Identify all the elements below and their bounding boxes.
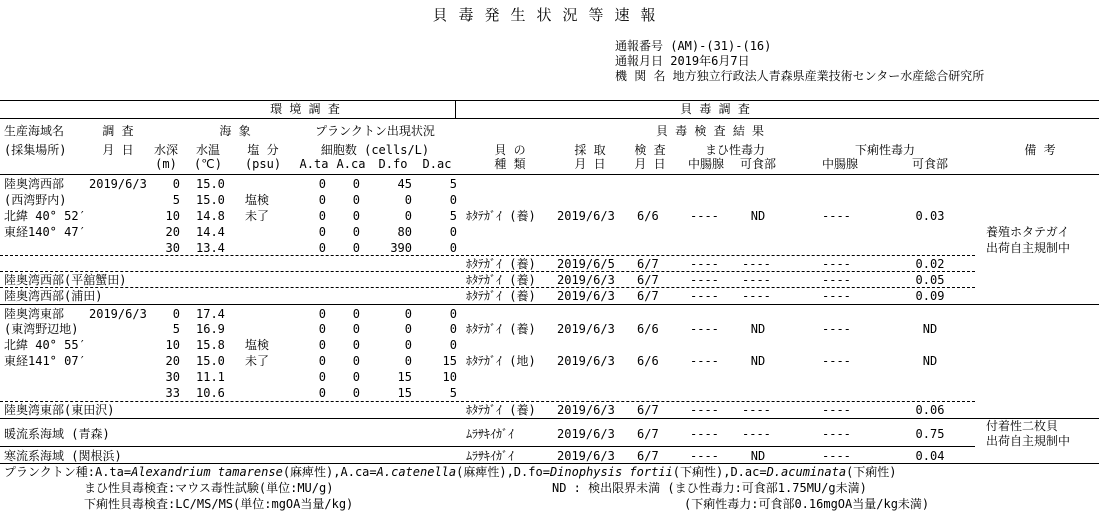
aca-cell: 0	[352, 225, 360, 239]
dsp-gut-cell: ----	[822, 322, 851, 336]
shell-header: 貝 の	[494, 143, 526, 157]
footnote-text: (下痢性)	[846, 465, 897, 479]
collect-date-cell: 2019/6/3	[557, 354, 615, 368]
dac-cell: 10	[442, 370, 457, 384]
temp-cell: 17.4	[196, 307, 225, 321]
aca-cell: 0	[352, 193, 360, 207]
dfo-header: D.fo	[378, 157, 408, 171]
table-bottom-line	[0, 463, 1099, 464]
collect-date-cell: 2019/6/3	[557, 449, 615, 463]
shell-sub-header: 種 類	[494, 157, 526, 171]
collect-date-cell: 2019/6/3	[557, 209, 615, 223]
ata-cell: 0	[318, 177, 326, 191]
block1-area-line4: 東経140° 47′	[4, 225, 86, 239]
depth-cell: 30	[165, 370, 180, 384]
psp-gut-cell: ----	[690, 354, 719, 368]
test-date-cell: 6/7	[637, 257, 659, 271]
psp-edible-cell: ND	[750, 322, 766, 336]
salinity-cell: 未了	[245, 209, 270, 223]
temp-cell: 16.9	[196, 322, 225, 336]
dfo-cell: 15	[397, 370, 412, 384]
block-separator	[0, 418, 1099, 419]
salinity-header: 塩 分	[247, 143, 279, 157]
depth-cell: 20	[165, 225, 180, 239]
block2-date: 2019/6/3	[89, 307, 147, 321]
dac-cell: 5	[449, 177, 457, 191]
env-survey-header: 環 境 調 査	[270, 102, 340, 116]
temp-cell: 10.6	[196, 386, 225, 400]
dsp-edible-cell: ND	[922, 354, 938, 368]
temp-cell: 15.0	[196, 354, 225, 368]
dsp-edible-cell: 0.04	[915, 449, 945, 463]
area-header: 生産海域名	[4, 124, 65, 138]
psp-gut-cell: ----	[690, 289, 719, 303]
header-section-divider	[455, 100, 456, 118]
plankton-header: プランクトン出現状況	[315, 124, 435, 138]
test-date-cell: 6/7	[637, 427, 659, 441]
dfo-cell: 0	[404, 322, 412, 336]
survey-sub-header: 月 日	[102, 143, 134, 157]
block-separator	[0, 304, 1099, 305]
dsp-edible-cell: 0.05	[915, 273, 945, 287]
dfo-cell: 0	[404, 209, 412, 223]
psp-gut-cell: ----	[690, 449, 719, 463]
dac-cell: 0	[449, 241, 457, 255]
area-sub-header: (採集場所)	[4, 143, 67, 157]
shell-cell: ﾎﾀﾃｶﾞｲ (養)	[466, 257, 536, 271]
depth-cell: 0	[172, 177, 180, 191]
dac-cell: 0	[449, 225, 457, 239]
collect-date-cell: 2019/6/5	[557, 257, 615, 271]
dsp-gut-cell: ----	[822, 427, 851, 441]
salinity-cell: 塩検	[245, 338, 270, 352]
ata-cell: 0	[318, 354, 326, 368]
dsp-nd-footnote: (下痢性毒力:可食部0.16mgOA当量/kg未満)	[684, 497, 930, 511]
temp-cell: 13.4	[196, 241, 225, 255]
test-date-cell: 6/6	[637, 322, 659, 336]
shell-cell: ﾎﾀﾃｶﾞｲ (地)	[466, 354, 536, 368]
area-warm-current: 暖流系海域 (青森)	[4, 427, 110, 441]
shell-cell: ﾎﾀﾃｶﾞｲ (養)	[466, 289, 536, 303]
header-section-line	[0, 118, 1099, 119]
row-separator	[0, 255, 975, 256]
footnote-text: (下痢性),D.ac=	[672, 465, 767, 479]
collect-date-cell: 2019/6/3	[557, 289, 615, 303]
dsp-gut-cell: ----	[822, 403, 851, 417]
footnote-text: (麻痺性),A.ca=	[282, 465, 377, 479]
test-date-cell: 6/6	[637, 209, 659, 223]
salinity-cell: 未了	[245, 354, 270, 368]
collect-sub-header: 月 日	[574, 157, 606, 171]
header-bottom-line	[0, 174, 1099, 175]
dsp-edible-header: 可食部	[911, 157, 948, 171]
dsp-gut-cell: ----	[822, 289, 851, 303]
dfo-cell: 0	[404, 307, 412, 321]
block1-date: 2019/6/3	[89, 177, 147, 191]
test-date-cell: 6/6	[637, 354, 659, 368]
test-date-cell: 6/7	[637, 403, 659, 417]
salinity-cell: 塩検	[245, 193, 270, 207]
temp-cell: 15.8	[196, 338, 225, 352]
dsp-gut-cell: ----	[822, 449, 851, 463]
dfo-cell: 15	[397, 386, 412, 400]
header-top-line	[0, 100, 1099, 101]
depth-cell: 5	[172, 322, 180, 336]
dsp-edible-cell: 0.03	[915, 209, 945, 223]
psp-gut-cell: ----	[690, 403, 719, 417]
area-cold-current: 寒流系海域 (関根浜)	[4, 449, 122, 463]
psp-gut-header: 中腸腺	[687, 157, 724, 171]
row-separator	[0, 401, 975, 402]
collect-date-cell: 2019/6/3	[557, 322, 615, 336]
ata-cell: 0	[318, 322, 326, 336]
aca-cell: 0	[352, 370, 360, 384]
dac-cell: 0	[449, 322, 457, 336]
result-header: 貝 毒 検 査 結 果	[655, 124, 765, 138]
report-number: 通報番号 (AM)-(31)-(16)	[615, 39, 772, 53]
aca-cell: 0	[352, 241, 360, 255]
psp-edible-cell: ----	[742, 257, 771, 271]
psp-gut-cell: ----	[690, 427, 719, 441]
dsp-edible-cell: 0.09	[915, 289, 945, 303]
dac-cell: 5	[449, 209, 457, 223]
depth-cell: 30	[165, 241, 180, 255]
area-urata: 陸奥湾西部(浦田)	[4, 289, 103, 303]
ata-cell: 0	[318, 307, 326, 321]
remarks-scallop-line2: 出荷自主規制中	[986, 241, 1071, 255]
temp-cell: 11.1	[196, 370, 225, 384]
psp-edible-cell: ----	[742, 289, 771, 303]
depth-cell: 0	[172, 307, 180, 321]
salinity-unit: (psu)	[244, 157, 282, 171]
block2-area-line1: 陸奥湾東部	[4, 307, 65, 321]
ata-cell: 0	[318, 386, 326, 400]
remarks-scallop-line1: 養殖ホタテガイ	[986, 225, 1070, 239]
dsp-gut-cell: ----	[822, 209, 851, 223]
dsp-gut-cell: ----	[822, 273, 851, 287]
psp-header: まひ性毒力	[704, 143, 765, 157]
depth-cell: 10	[165, 209, 180, 223]
psp-edible-cell: ND	[750, 354, 766, 368]
shell-cell: ﾎﾀﾃｶﾞｲ (養)	[466, 403, 536, 417]
species-a-tamarense: Alexandrium tamarense	[131, 465, 283, 479]
shell-cell: ﾎﾀﾃｶﾞｲ (養)	[466, 273, 536, 287]
row-separator	[0, 271, 975, 272]
collect-header: 採 取	[574, 143, 606, 157]
remarks-bivalve-line1: 付着性二枚貝	[986, 419, 1059, 433]
ata-cell: 0	[318, 193, 326, 207]
dsp-gut-header: 中腸腺	[821, 157, 858, 171]
dac-cell: 0	[449, 193, 457, 207]
temp-unit: (℃)	[194, 157, 222, 171]
report-organization: 機 関 名 地方独立行政法人青森県産業技術センター水産総合研究所	[615, 69, 985, 83]
psp-edible-cell: ----	[742, 427, 771, 441]
psp-nd-footnote: ND : 検出限界未満 (まひ性毒力:可食部1.75MU/g未満)	[552, 481, 867, 495]
dfo-cell: 80	[397, 225, 412, 239]
block1-area-line1: 陸奥湾西部	[4, 177, 65, 191]
dsp-edible-cell: 0.02	[915, 257, 945, 271]
ata-header: A.ta	[299, 157, 329, 171]
area-hiradate-kanita: 陸奥湾西部(平舘蟹田)	[4, 273, 127, 287]
ata-cell: 0	[318, 241, 326, 255]
toxin-survey-header: 貝 毒 調 査	[680, 102, 750, 116]
report-date: 通報月日 2019年6月7日	[615, 54, 750, 68]
depth-unit: (m)	[155, 157, 177, 171]
shell-cell: ﾎﾀﾃｶﾞｲ (養)	[466, 209, 536, 223]
test-header: 検 査	[634, 143, 666, 157]
psp-test-footnote: まひ性貝毒検査:マウス毒性試験(単位:MU/g)	[84, 481, 334, 495]
psp-gut-cell: ----	[690, 273, 719, 287]
survey-header: 調 査	[102, 124, 134, 138]
collect-date-cell: 2019/6/3	[557, 427, 615, 441]
psp-edible-header: 可食部	[739, 157, 776, 171]
dac-cell: 0	[449, 307, 457, 321]
dsp-edible-cell: 0.06	[915, 403, 945, 417]
block2-area-line2: (東湾野辺地)	[4, 322, 79, 336]
aca-cell: 0	[352, 322, 360, 336]
footnote-text: (麻痺性),D.fo=	[456, 465, 550, 479]
dsp-test-footnote: 下痢性貝毒検査:LC/MS/MS(単位:mgOA当量/kg)	[84, 497, 354, 511]
psp-edible-cell: ND	[750, 449, 766, 463]
ata-cell: 0	[318, 225, 326, 239]
species-a-catenella: A.catenella	[376, 465, 457, 479]
aca-cell: 0	[352, 209, 360, 223]
cells-header: 細胞数 (cells/L)	[320, 143, 430, 157]
depth-cell: 33	[165, 386, 180, 400]
dsp-edible-cell: 0.75	[915, 427, 945, 441]
shell-cell: ﾑﾗｻｷｲｶﾞｲ	[466, 427, 515, 441]
ata-cell: 0	[318, 338, 326, 352]
depth-cell: 20	[165, 354, 180, 368]
test-date-cell: 6/7	[637, 273, 659, 287]
dac-cell: 15	[442, 354, 457, 368]
species-d-acuminata: D.acuminata	[766, 465, 847, 479]
ata-cell: 0	[318, 370, 326, 384]
collect-date-cell: 2019/6/3	[557, 273, 615, 287]
psp-edible-cell: ND	[750, 209, 766, 223]
psp-edible-cell: ----	[742, 403, 771, 417]
row-separator	[0, 287, 975, 288]
dsp-gut-cell: ----	[822, 354, 851, 368]
dac-header: D.ac	[422, 157, 452, 171]
dfo-cell: 0	[404, 193, 412, 207]
block2-area-line3: 北緯 40° 55′	[4, 338, 86, 352]
dsp-gut-cell: ----	[822, 257, 851, 271]
psp-gut-cell: ----	[690, 209, 719, 223]
temp-header: 水温	[195, 143, 220, 157]
ocean-header: 海 象	[219, 124, 251, 138]
aca-cell: 0	[352, 307, 360, 321]
depth-cell: 5	[172, 193, 180, 207]
species-d-fortii: Dinophysis fortii	[549, 465, 673, 479]
psp-gut-cell: ----	[690, 322, 719, 336]
temp-cell: 14.4	[196, 225, 225, 239]
dfo-cell: 45	[397, 177, 412, 191]
dsp-header: 下痢性毒力	[854, 143, 915, 157]
dfo-cell: 0	[404, 338, 412, 352]
temp-cell: 15.0	[196, 193, 225, 207]
aca-cell: 0	[352, 354, 360, 368]
psp-edible-cell: ----	[742, 273, 771, 287]
page-title: 貝毒発生状況等速報	[432, 6, 667, 24]
collect-date-cell: 2019/6/3	[557, 403, 615, 417]
row-separator	[0, 446, 975, 447]
temp-cell: 14.8	[196, 209, 225, 223]
psp-gut-cell: ----	[690, 257, 719, 271]
footnote-prefix: プランクトン種:A.ta=	[4, 465, 132, 479]
block2-area-line4: 東経141° 07′	[4, 354, 86, 368]
shell-cell: ﾑﾗｻｷｲｶﾞｲ	[466, 449, 515, 463]
test-date-cell: 6/7	[637, 449, 659, 463]
dsp-edible-cell: ND	[922, 322, 938, 336]
remarks-bivalve-line2: 出荷自主規制中	[986, 434, 1071, 448]
ata-cell: 0	[318, 209, 326, 223]
remarks-header: 備 考	[1024, 143, 1056, 157]
temp-cell: 15.0	[196, 177, 225, 191]
shell-cell: ﾎﾀﾃｶﾞｲ (養)	[466, 322, 536, 336]
dfo-cell: 390	[390, 241, 412, 255]
depth-cell: 10	[165, 338, 180, 352]
plankton-species-footnote	[4, 465, 897, 479]
aca-header: A.ca	[336, 157, 366, 171]
dfo-cell: 0	[404, 354, 412, 368]
block1-area-line2: (西湾野内)	[4, 193, 67, 207]
depth-header: 水深	[153, 143, 178, 157]
dac-cell: 5	[449, 386, 457, 400]
test-date-cell: 6/7	[637, 289, 659, 303]
aca-cell: 0	[352, 338, 360, 352]
area-higashitazawa: 陸奥湾東部(東田沢)	[4, 403, 115, 417]
aca-cell: 0	[352, 177, 360, 191]
aca-cell: 0	[352, 386, 360, 400]
test-sub-header: 月 日	[634, 157, 666, 171]
block1-area-line3: 北緯 40° 52′	[4, 209, 86, 223]
dac-cell: 0	[449, 338, 457, 352]
